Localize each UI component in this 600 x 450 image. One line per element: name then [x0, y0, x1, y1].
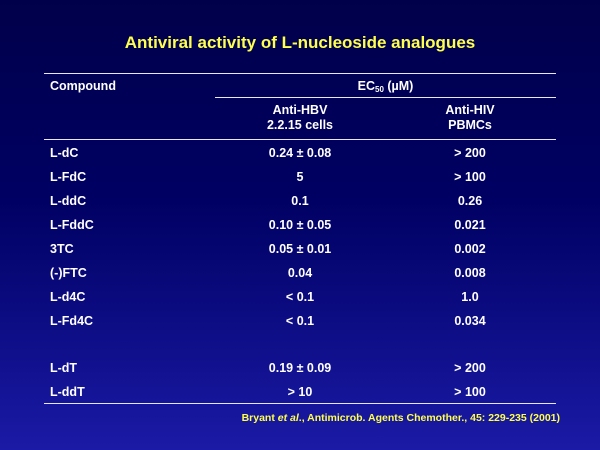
table-top-rule	[44, 73, 556, 74]
table-row-hbv: 0.10 ± 0.05	[268, 218, 332, 232]
compound-header: Compound	[50, 79, 116, 93]
table-row-compound: 3TC	[50, 242, 74, 256]
anti-hiv-header: Anti-HIV PBMCs	[445, 103, 495, 132]
table-row-hbv: 0.24 ± 0.08	[268, 146, 332, 160]
table-row-hiv: 0.002	[454, 242, 486, 256]
table-row-hbv: < 0.1	[285, 314, 315, 328]
table-row-hiv: > 100	[454, 170, 486, 184]
table-row-compound: L-FddC	[50, 218, 94, 232]
table-row-compound: (-)FTC	[50, 266, 87, 280]
anti-hbv-header: Anti-HBV 2.2.15 cells	[266, 103, 334, 132]
ec50-subheader-rule	[215, 97, 556, 98]
table-row-hbv: 0.1	[291, 194, 309, 208]
table-row-hiv: > 200	[454, 146, 486, 160]
table-row-hiv: 0.034	[454, 314, 486, 328]
table-row-compound: L-Fd4C	[50, 314, 94, 328]
table-row-hbv: 5	[296, 170, 304, 184]
table-row-hiv: 1.0	[461, 290, 479, 304]
header-bottom-rule	[44, 139, 556, 140]
slide-title: Antiviral activity of L-nucleoside analogues	[124, 33, 476, 52]
table-row-hiv: > 200	[454, 361, 486, 375]
table-row-compound: L-ddT	[50, 385, 85, 399]
table-row-hiv: 0.26	[457, 194, 483, 208]
table-row-hiv: 0.008	[454, 266, 486, 280]
table-row-hbv: < 0.1	[285, 290, 315, 304]
table-row-compound: L-d4C	[50, 290, 86, 304]
ec50-header: $EC_{50}$ (µM)	[357, 79, 414, 94]
table-row-hbv: 0.19 ± 0.09	[268, 361, 332, 375]
table-row-hbv: 0.04	[287, 266, 313, 280]
table-row-hiv: > 100	[454, 385, 486, 399]
citation: Bryant et al., Antimicrob. Agents Chemother., 45: 229-235 (2001)	[241, 412, 560, 424]
table-bottom-rule	[44, 403, 556, 404]
table-row-hbv: 0.05 ± 0.01	[268, 242, 332, 256]
table-row-hbv: > 10	[287, 385, 313, 399]
table-row-compound: L-FdC	[50, 170, 87, 184]
table-row-compound: L-dC	[50, 146, 79, 160]
table-row-compound: L-dT	[50, 361, 78, 375]
table-row-hiv: 0.021	[454, 218, 486, 232]
table-row-compound: L-ddC	[50, 194, 87, 208]
